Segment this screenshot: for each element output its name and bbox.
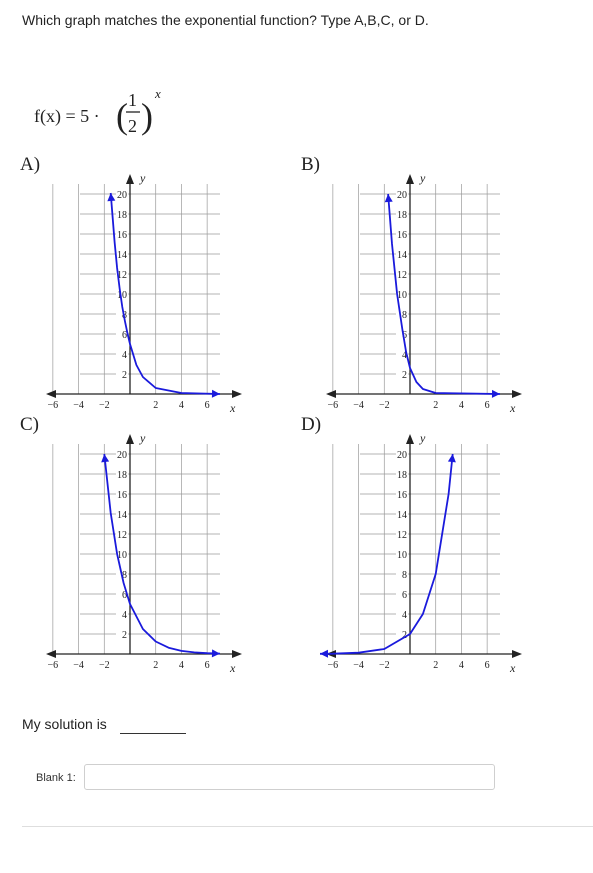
x-tick-label: −4 (73, 660, 84, 671)
y-tick-label: 16 (117, 490, 127, 501)
y-tick-label: 6 (122, 330, 127, 341)
y-tick-label: 20 (117, 190, 127, 201)
y-tick-label: 10 (117, 290, 127, 301)
x-tick-label: 6 (484, 400, 490, 411)
y-tick-label: 2 (402, 630, 407, 641)
y-axis-arrow (126, 434, 134, 444)
y-tick-label: 10 (117, 550, 127, 561)
solution-blank-line (120, 733, 186, 734)
y-tick-label: 6 (122, 590, 127, 601)
y-axis-arrow (406, 174, 414, 184)
x-tick-label: 2 (433, 400, 439, 411)
x-tick-label: 4 (178, 400, 184, 411)
x-tick-label: −4 (353, 660, 364, 671)
y-tick-label: 4 (402, 610, 407, 621)
formula-lhs: f(x) = 5 · (34, 106, 100, 126)
formula-denominator: 2 (128, 116, 137, 136)
y-axis-label: y (420, 431, 426, 445)
y-tick-label: 20 (397, 190, 407, 201)
x-tick-label: −6 (327, 660, 339, 671)
y-tick-label: 20 (397, 450, 407, 461)
y-axis-arrow (406, 434, 414, 444)
x-tick-label: 4 (458, 400, 464, 411)
graph-d (320, 430, 550, 680)
x-axis-arrow-right (512, 650, 522, 658)
x-axis-arrow-left (326, 390, 336, 398)
curve-arrow-end (212, 649, 220, 657)
x-tick-label: −4 (73, 400, 84, 411)
y-tick-label: 2 (402, 370, 407, 381)
y-tick-label: 20 (117, 450, 127, 461)
x-tick-label: 6 (204, 400, 210, 411)
x-axis-label: x (230, 401, 236, 415)
x-tick-label: −2 (98, 660, 110, 671)
y-tick-label: 8 (122, 570, 127, 581)
y-tick-label: 18 (117, 210, 127, 221)
x-tick-label: 2 (153, 400, 159, 411)
grid (53, 444, 220, 654)
x-axis-label: x (230, 661, 236, 675)
x-tick-label: 2 (433, 660, 439, 671)
x-tick-label: 6 (484, 660, 490, 671)
x-tick-label: 2 (153, 660, 159, 671)
y-tick-label: 12 (397, 270, 407, 281)
formula-exponent: x (155, 86, 161, 101)
curve-arrow-start (385, 194, 393, 202)
y-tick-label: 8 (402, 570, 407, 581)
graph-svg (320, 170, 550, 420)
solution-prompt: My solution is (22, 716, 107, 732)
y-tick-label: 18 (397, 210, 407, 221)
formula-paren-left: ( (116, 96, 128, 136)
x-tick-label: −2 (98, 400, 110, 411)
y-tick-label: 14 (397, 250, 407, 261)
x-tick-label: −6 (47, 660, 59, 671)
y-tick-label: 4 (402, 350, 407, 361)
panel-label-a: A) (20, 154, 41, 175)
y-tick-label: 12 (397, 530, 407, 541)
y-tick-label: 18 (397, 470, 407, 481)
x-tick-label: 4 (458, 660, 464, 671)
blank-1-input[interactable] (84, 764, 495, 790)
x-axis-arrow-right (232, 650, 242, 658)
x-tick-label: −2 (378, 660, 390, 671)
y-tick-label: 6 (402, 590, 407, 601)
y-tick-label: 14 (397, 510, 407, 521)
panel-label-c: C) (20, 414, 39, 435)
y-axis-label: y (140, 431, 146, 445)
y-tick-label: 16 (397, 230, 407, 241)
y-tick-label: 14 (117, 510, 127, 521)
x-tick-label: −6 (47, 400, 59, 411)
grid (333, 184, 500, 394)
y-tick-label: 14 (117, 250, 127, 261)
y-tick-label: 4 (122, 350, 127, 361)
y-tick-label: 10 (397, 290, 407, 301)
y-tick-label: 8 (402, 310, 407, 321)
curve-arrow-start (320, 650, 328, 658)
x-axis-arrow-right (232, 390, 242, 398)
y-tick-label: 16 (117, 230, 127, 241)
y-tick-label: 12 (117, 270, 127, 281)
x-tick-label: −4 (353, 400, 364, 411)
curve-arrow-end (492, 390, 500, 398)
y-tick-label: 2 (122, 370, 127, 381)
graph-a (40, 170, 270, 420)
y-tick-label: 10 (397, 550, 407, 561)
y-tick-label: 2 (122, 630, 127, 641)
x-axis-label: x (510, 401, 516, 415)
formula-numerator: 1 (128, 90, 137, 110)
y-axis-label: y (140, 171, 146, 185)
x-tick-label: −2 (378, 400, 390, 411)
x-tick-label: −6 (327, 400, 339, 411)
y-tick-label: 8 (122, 310, 127, 321)
divider (22, 826, 593, 827)
question-text: Which graph matches the exponential function? Type A,B,C, or D. (22, 12, 429, 28)
y-tick-label: 18 (117, 470, 127, 481)
x-axis-arrow-right (512, 390, 522, 398)
graph-b (320, 170, 550, 420)
y-tick-label: 16 (397, 490, 407, 501)
x-axis-arrow-left (46, 390, 56, 398)
blank-1-label: Blank 1: (36, 772, 76, 784)
y-axis-label: y (420, 171, 426, 185)
panel-label-b: B) (301, 154, 320, 175)
formula-paren-right: ) (141, 96, 153, 136)
x-tick-label: 4 (178, 660, 184, 671)
x-axis-label: x (510, 661, 516, 675)
curve-arrow-end (212, 390, 220, 398)
panel-label-d: D) (301, 414, 322, 435)
y-tick-label: 12 (117, 530, 127, 541)
x-tick-label: 6 (204, 660, 210, 671)
graph-svg (320, 430, 550, 680)
graph-svg (40, 170, 270, 420)
y-tick-label: 6 (402, 330, 407, 341)
y-axis-arrow (126, 174, 134, 184)
graph-svg (40, 430, 270, 680)
x-axis-arrow-left (46, 650, 56, 658)
graph-c (40, 430, 270, 680)
y-tick-label: 4 (122, 610, 127, 621)
function-formula (34, 80, 174, 150)
